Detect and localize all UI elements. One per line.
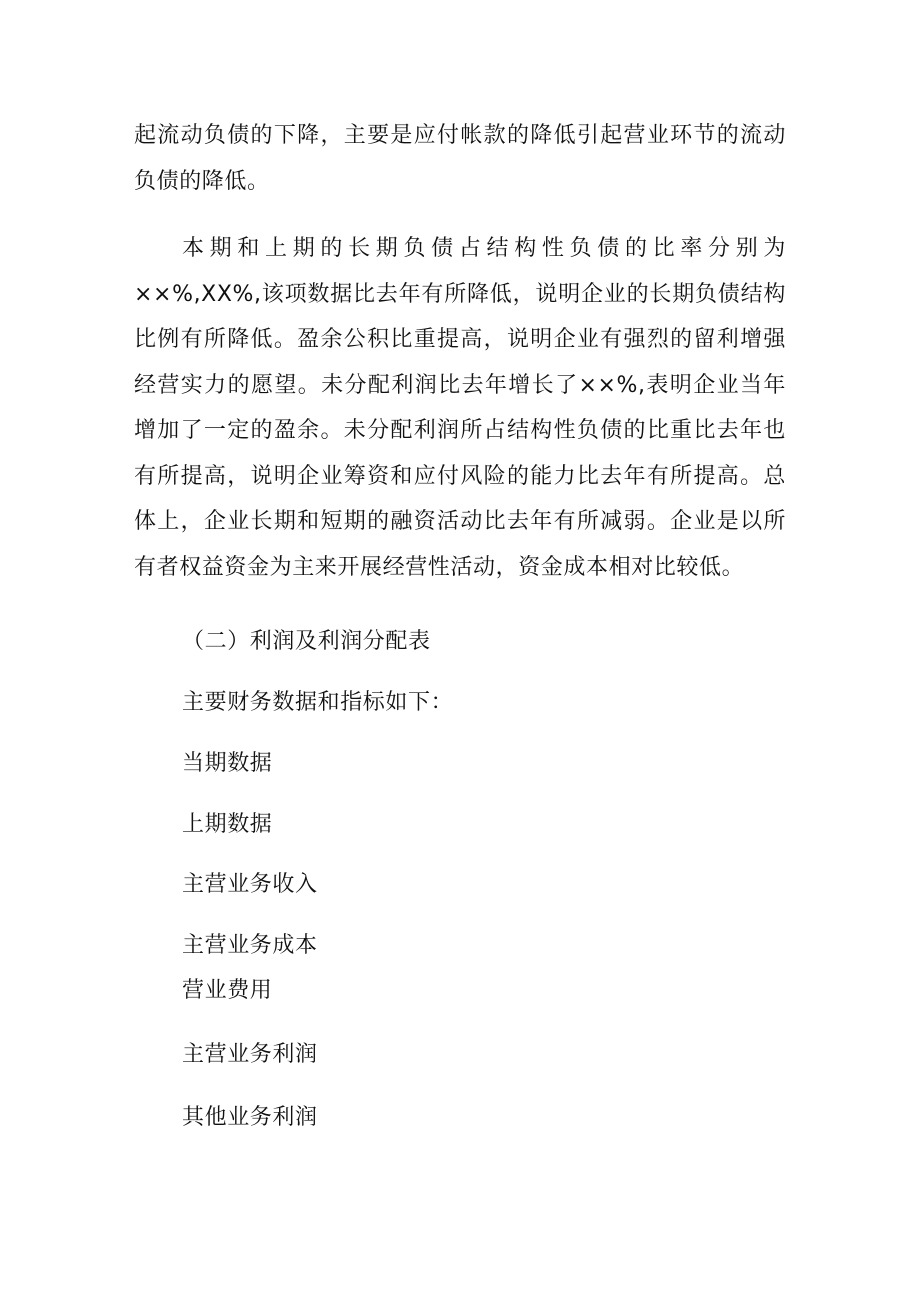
list-item: 主营业务收入 (182, 872, 318, 897)
list-item: 当期数据 (182, 751, 273, 776)
list-item: 其他业务利润 (182, 1105, 318, 1130)
section-heading: （二）利润及利润分配表 (182, 629, 431, 654)
paragraph-continuation: 起流动负债的下降，主要是应付帐款的降低引起营业环节的流动负债的降低。 (134, 123, 786, 194)
list-item: 营业费用 (182, 978, 273, 1003)
paragraph-long-term-liabilities: 本期和上期的长期负债占结构性负债的比率分别为××%,XX%,该项数据比去年有所降低，说明企业的长期负债结构比例有所降低。盈余公积比重提高，说明企业有强烈的留利增强经营实力的愿望。未分配利润比去年增长了××%,表明企业当年增加了一定的盈余。未分配利润所占结构性负债的比重比去年也有所提高，说明企业筹资和应付风险的能力比去年有所提高。总体上，企业长期和短期的融资活动比去年有所减弱。企业是以所有者权益资金为主来开展经营性活动，资金成本相对比较低。 (134, 236, 786, 580)
list-item: 主营业务成本 (182, 933, 318, 958)
list-item: 主营业务利润 (182, 1042, 318, 1067)
intro-line: 主要财务数据和指标如下： (182, 690, 454, 715)
list-item: 上期数据 (182, 812, 273, 837)
